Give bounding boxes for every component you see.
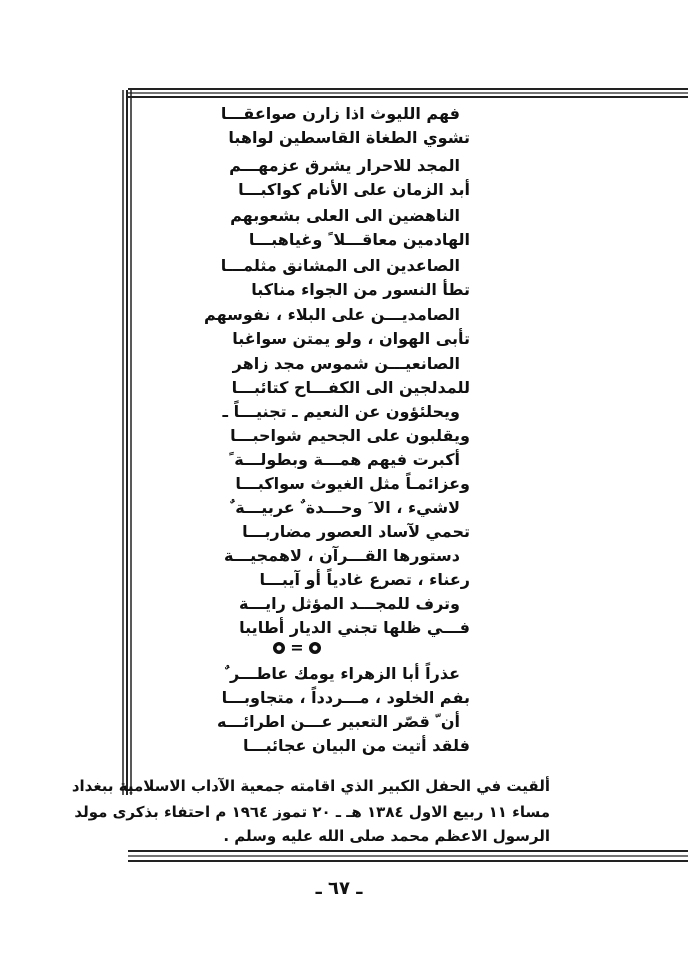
poem-line: الناهضين الى العلى بشعوبهم — [230, 206, 460, 225]
footnote-line: الرسول الاعظم محمد صلى الله عليه وسلم . — [223, 827, 550, 845]
poem-line: الصانعيـــن شموس مجد زاهر — [232, 354, 460, 373]
poem-line: وترف للمجـــد المؤثل رايـــة — [239, 594, 460, 613]
poem-line: أن ّ قصّر التعبير عـــن اطرائـــه — [217, 712, 460, 731]
poem-line: لاشيء ، الا َ وحـــدة ٌ عربيـــة ٌ — [229, 498, 460, 517]
separator-symbol: = — [290, 638, 304, 657]
poem-line: فـــي ظلها تجني الديار أطايبا — [239, 618, 470, 637]
poem-line: بفم الخلود ، مـــردداً ، متجاوبـــا — [221, 688, 470, 707]
footnote-line: مساء ١١ ربيع الاول ١٣٨٤ هـ ـ ٢٠ تموز ١٩٦٤ م احتفاء بذكرى مولد — [74, 803, 550, 821]
poem-line: الصامديـــن على البلاء ، نفوسهم — [204, 305, 460, 324]
poem-line: للمدلجين الى الكفـــاح كتائبـــا — [231, 378, 470, 397]
page-number: ـ ٦٧ ـ — [315, 878, 363, 899]
poem-line: ويقلبون على الجحيم شواحبـــا — [230, 426, 470, 445]
poem-line: رعناء ، تصرع غادياً أو آيبـــا — [259, 570, 470, 589]
section-separator — [269, 638, 325, 658]
poem-line: وعزائمـاً مثل الغيوث سواكبـــا — [235, 474, 470, 493]
poem-line: فلقد أتيت من البيان عجائبـــا — [243, 736, 470, 755]
poem-line: فهم الليوث اذا زارن صواعقـــا — [220, 104, 460, 123]
poem-line: تشوي الطغاة القاسطين لواهبا — [228, 128, 470, 147]
poem-line: تحمي لآساد العصور مضاربـــا — [242, 522, 470, 541]
poem-line: تأبى الهوان ، ولو يمتن سواغبا — [232, 329, 470, 348]
footnote-line: ألقيت في الحفل الكبير الذي اقامته جمعية الآداب الاسلامية ببغداد — [71, 777, 550, 795]
poem-line: المجد للاحرار يشرق عزمهـــم — [229, 156, 460, 175]
poem-line: دستورها القـــرآن ، لاهمجيـــة — [223, 546, 460, 565]
poem-line: الصاعدين الى المشانق مثلمـــا — [220, 256, 460, 275]
poem-line: أكبرت فيهم همـــة وبطولـــة ً — [228, 450, 460, 469]
poem-line: الهادمين معاقـــلا ً وغياهبـــا — [248, 230, 470, 249]
poem-line: ويحلئؤون عن النعيم ـ تجنيـــاً ـ — [222, 402, 460, 421]
poem-line: أبد الزمان على الأنام كواكبـــا — [238, 180, 470, 199]
poem-line: عذراً أبا الزهراء يومك عاطـــر ٌ — [224, 664, 460, 683]
poem-line: تطأ النسور من الجواء مناكبا — [251, 280, 470, 299]
